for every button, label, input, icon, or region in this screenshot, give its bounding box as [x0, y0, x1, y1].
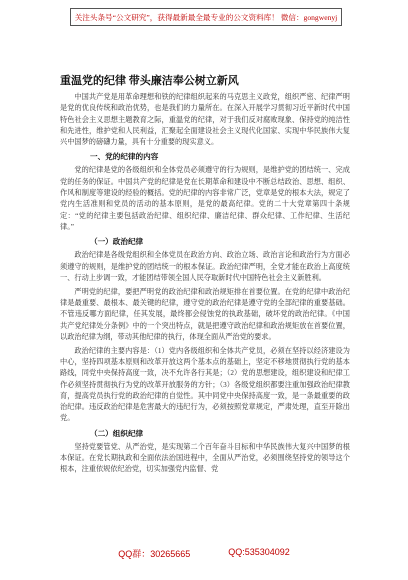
- promo-banner-text: 关注头条号“公文研究”，获得最新最全最专业的公文资料库！ 微信：gongwenyj: [74, 12, 338, 22]
- page-footer: [0, 547, 408, 560]
- paragraph-organizational-1: 坚持党要管党、从严治党，是实现第二个百年奋斗目标和中华民族伟大复兴中国梦的根本保证。在党长期执政和全面依法治国进程中，全面从严治党，必须围绕坚持党的领导这个根本，注重依规依纪治党，切实加强党内监督、党: [60, 442, 350, 474]
- document-title: 重温党的纪律 带头廉洁奉公树立新风: [60, 75, 239, 87]
- document-body: [60, 92, 350, 532]
- intro-paragraph: 中国共产党是用革命理想和铁的纪律组织起来的马克思主义政党，组织严密、纪律严明是党的优良传统和政治优势，也是我们的力量所在。在深入开展学习贯彻习近平新时代中国特色社会主义思想主题教育之际，重温党的纪律，对于我们反对腐败现象、保持党的纯洁性和先进性，维护党和人民利益，汇聚起全面建设社会主义现代化国家、实现中华民族伟大复兴中国梦的磅礴力量，具有十分重要的现实意义。: [60, 93, 350, 147]
- paragraph-discipline-content: 党的纪律是党的各级组织和全体党员必须遵守的行为规则，是维护党的团结统一、完成党的任务的保证。中国共产党的纪律是党在长期革命和建设中不断总结政治、思想、组织、作风和制度等建设的经验的概括。党的纪律的内容非常广泛，党章是党的根本大法，规定了党内生活准则和党员的活动的基本原则，是党的最高纪律。党的二十大党章第四十条规定：“党的纪律主要包括政治纪律、组织纪律、廉洁纪律、群众纪律、工作纪律、生活纪律。”: [60, 166, 350, 231]
- paragraph-political-1: 政治纪律是各级党组织和全体党员在政治方向、政治立场、政治言论和政治行为方面必须遵守的规则，是维护党的团结统一的根本保证。政治纪律严明，全党才能在政治上高度统一、行动上步调一致，才能团结带领全国人民夺取新时代中国特色社会主义新胜利。: [60, 251, 350, 282]
- subsection-heading-organizational: （二）组织纪律: [90, 428, 144, 438]
- promo-banner: [70, 8, 342, 26]
- subsection-heading-political: （一）政治纪律: [90, 237, 144, 247]
- footer-qq: QQ:535304092: [228, 547, 290, 557]
- paragraph-political-3: 政治纪律的主要内容是：（1）党内各级组织和全体共产党员，必须在坚持以经济建设为中心，坚持四项基本原则和改革开放这两个基本点的基础上，坚定不移地贯彻执行党的基本路线，同党中央保持高度一致，决不允许各行其是；（2）党的思想建设，组织建设和纪律工作必须坚持贯彻执行为党的改革开放服务的方针；（3）各级党组织都要注重加强政治纪律教育，提高党员执行党的政治纪律的自觉性。其中同党中央保持高度一致，是一条最重要的政治纪律。违反政治纪律是危害最大的违纪行为，必须按照党章规定，严肃处理，直至开除出党。: [60, 346, 350, 423]
- paragraph-political-2: 严明党的纪律，要把严明党的政治纪律和政治规矩排在首要位置。在党的纪律中政治纪律是最重要、最根本、最关键的纪律，遵守党的政治纪律是遵守党的全部纪律的重要基础。不管违反哪方面纪律，任其发展，最终都会侵蚀党的执政基础，破坏党的政治纪律。《中国共产党纪律处分条例》中的一个突出特点，就是把遵守政治纪律和政治规矩放在首要位置，以政治纪律为纲，带动其他纪律的执行，体现全面从严治党的要求。: [60, 287, 350, 341]
- footer-qq-group: QQ群：30265665: [118, 549, 191, 559]
- section-heading-1: 一、党的纪律的内容: [90, 152, 159, 162]
